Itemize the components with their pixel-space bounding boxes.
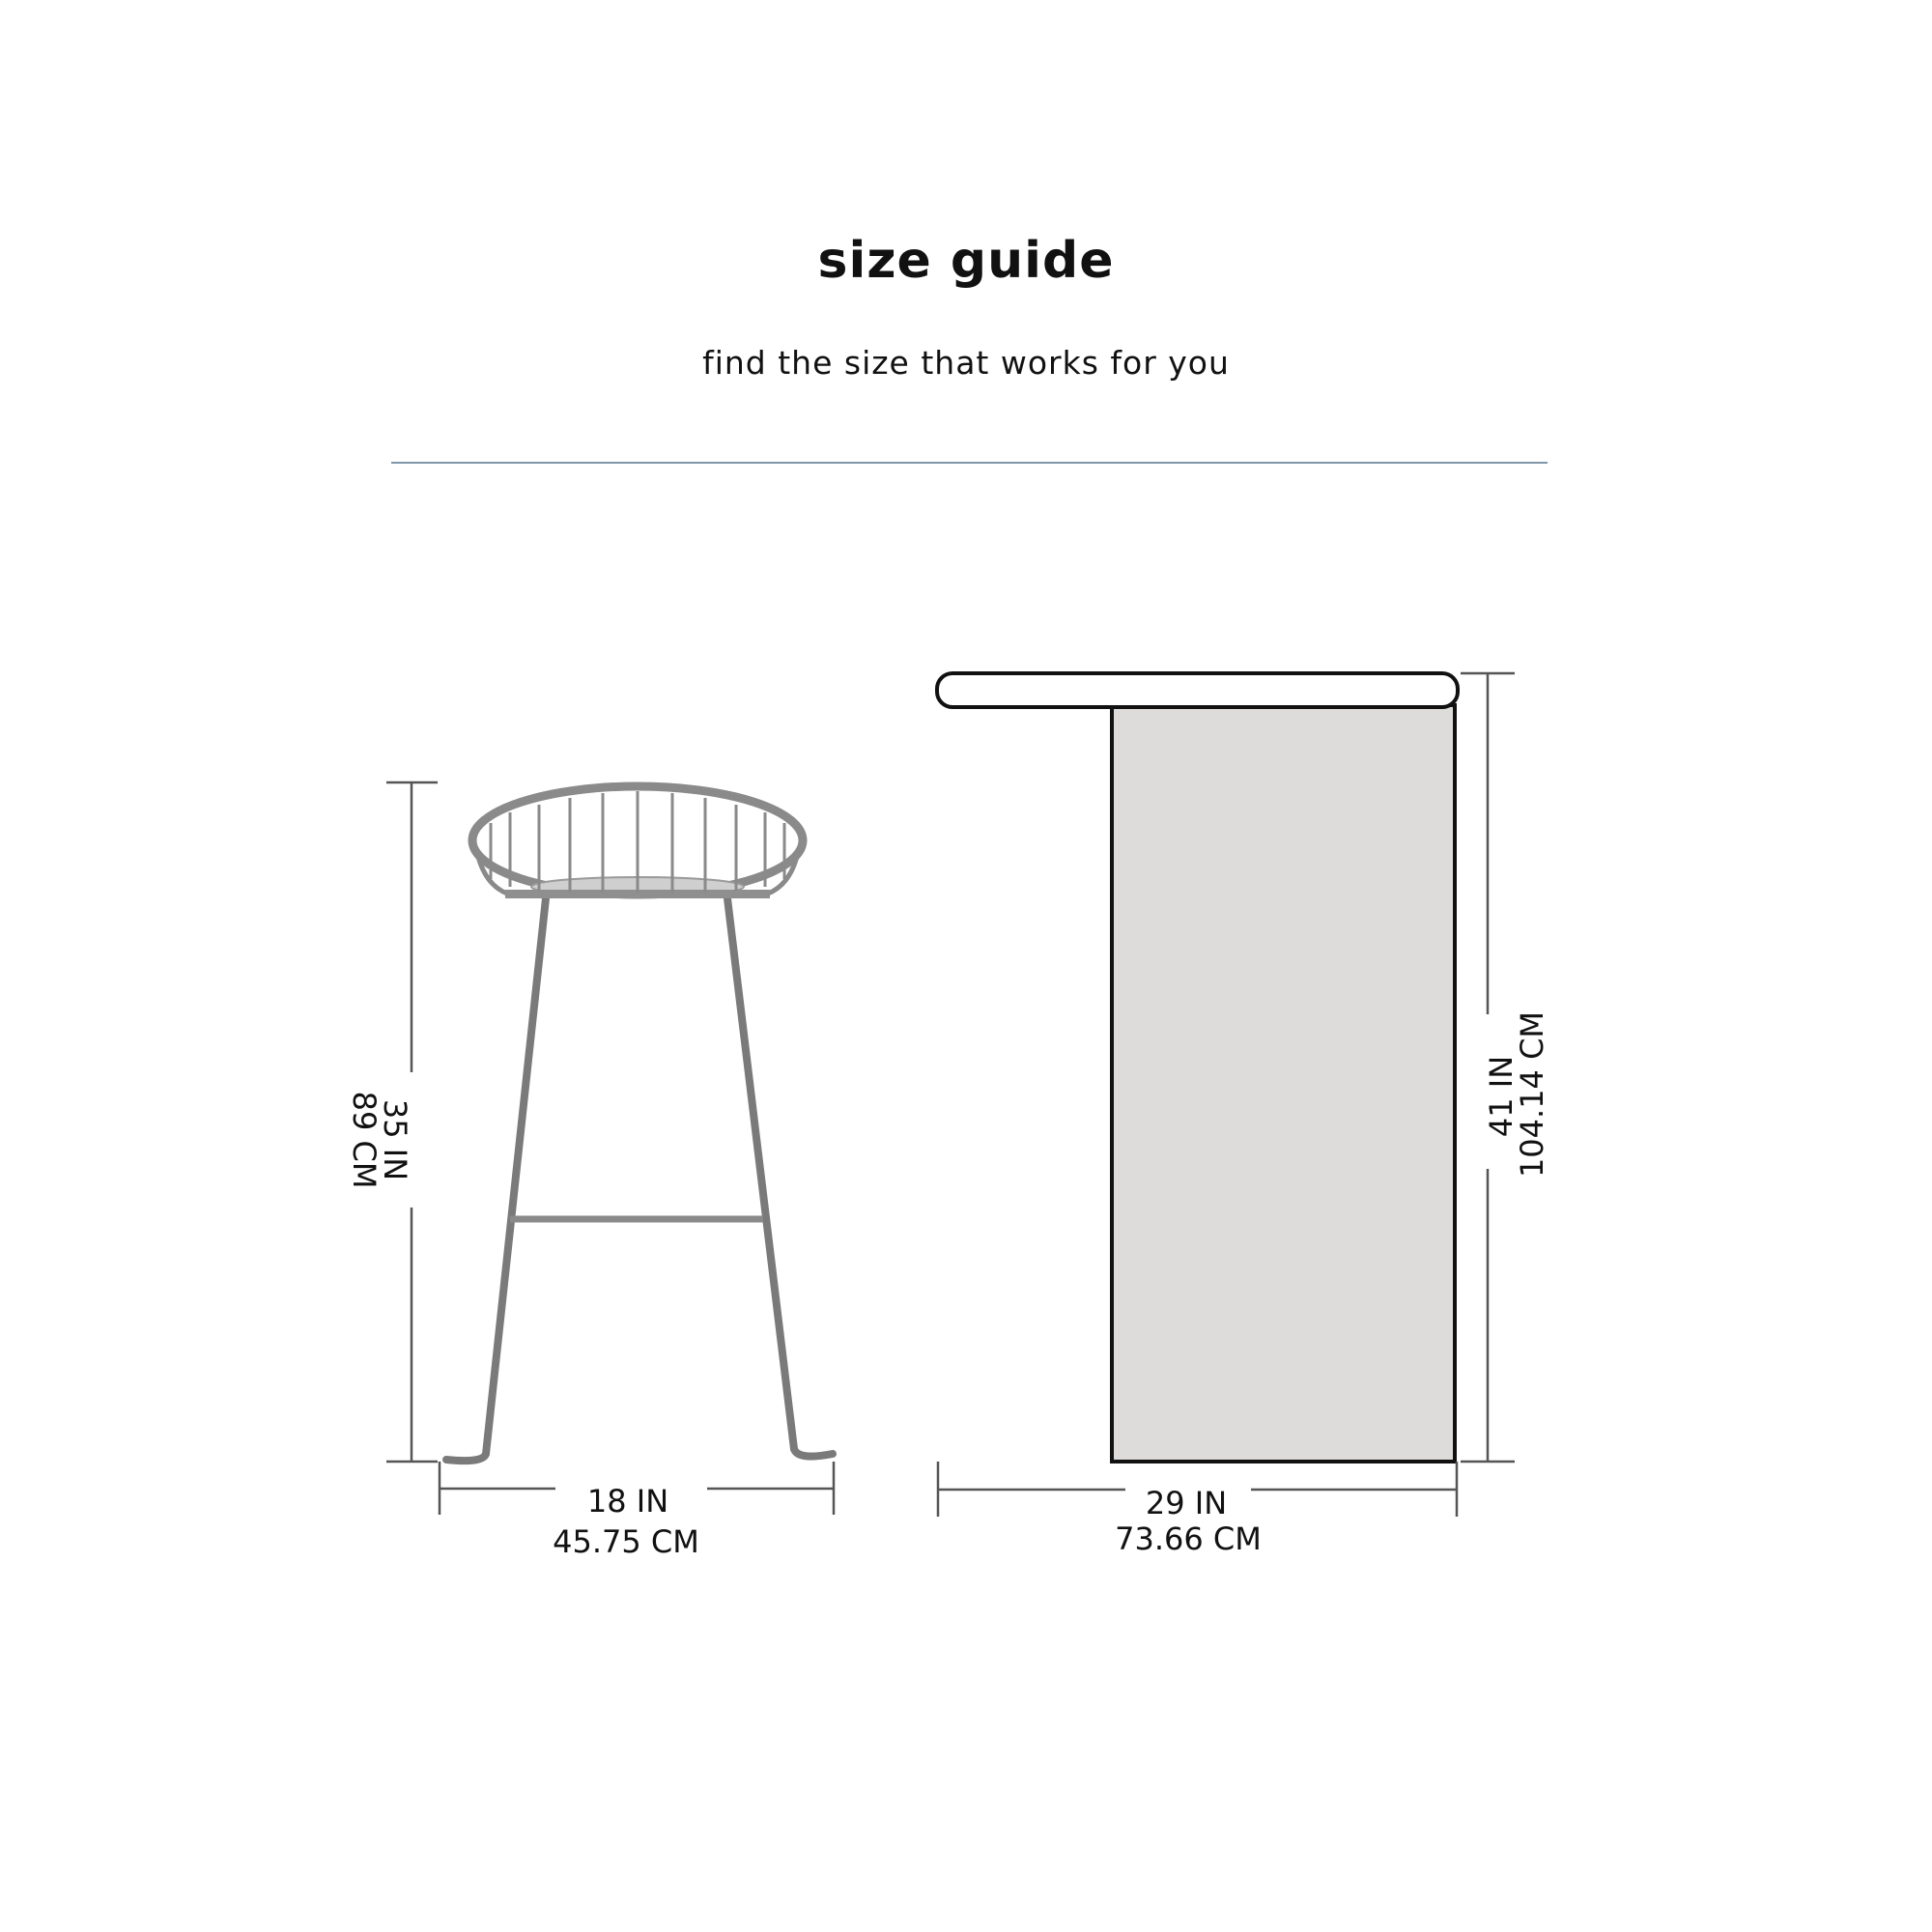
counter-height-cm-label: 104.14 CM bbox=[1514, 1010, 1550, 1179]
counter-depth-cm-label: 73.66 CM bbox=[1115, 1520, 1262, 1557]
counter-top bbox=[937, 673, 1458, 707]
counter-illustration bbox=[937, 673, 1458, 1462]
counter-height-in-label: 41 IN bbox=[1483, 1055, 1520, 1138]
stool-height-in-label: 35 IN bbox=[377, 1098, 413, 1181]
counter-depth-in-label: 29 IN bbox=[1145, 1485, 1228, 1521]
stool-height-cm-label: 89 CM bbox=[346, 1091, 383, 1189]
bar-stool-illustration bbox=[446, 786, 833, 1461]
stool-legs bbox=[446, 898, 833, 1461]
page-subtitle: find the size that works for you bbox=[702, 344, 1230, 382]
stool-width-in-label: 18 IN bbox=[586, 1483, 669, 1520]
stool-seat bbox=[472, 786, 803, 898]
stool-width-cm-label: 45.75 CM bbox=[553, 1523, 699, 1560]
page-title: size guide bbox=[817, 232, 1115, 290]
counter-base bbox=[1112, 705, 1455, 1462]
